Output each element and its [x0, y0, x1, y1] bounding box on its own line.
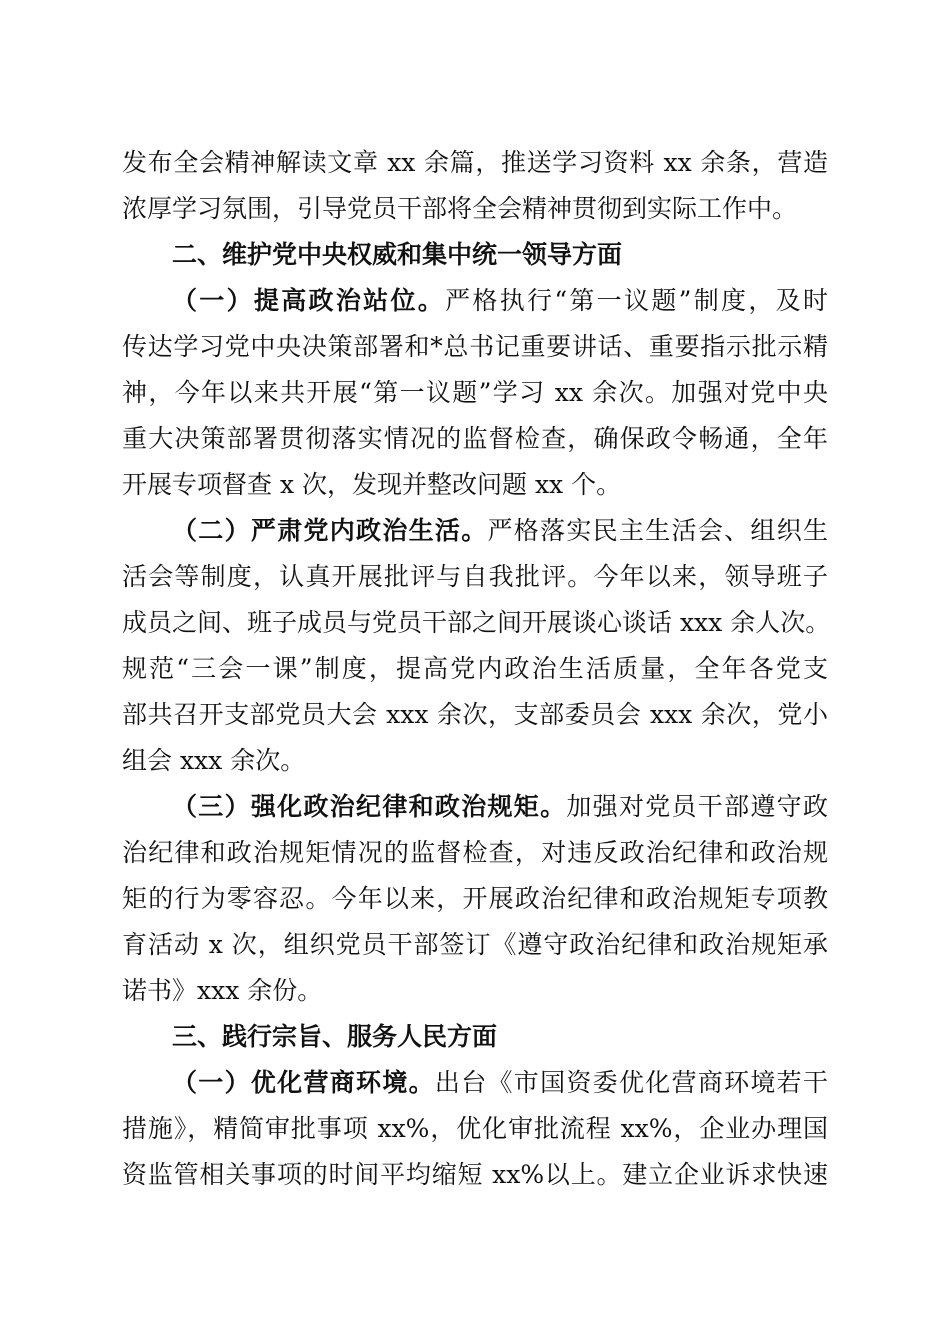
section-heading: 三、践行宗旨、服务人民方面	[172, 1022, 498, 1051]
subsection-title: （三）强化政治纪律和政治规矩。	[172, 792, 567, 821]
body-text-line: 措施》，精简审批事项 xx%，优化审批流程 xx%，企业办理国	[122, 1114, 828, 1143]
body-text: 严格落实民主生活会、组织生	[487, 516, 828, 545]
body-text-line: 部共召开支部党员大会 xxx 余次，支部委员会 xxx 余次，党小	[122, 700, 828, 729]
body-text-line: 传达学习党中央决策部署和*总书记重要讲话、重要指示批示精	[122, 332, 828, 361]
body-text-line: 活会等制度，认真开展批评与自我批评。今年以来，领导班子	[122, 562, 828, 591]
paragraph-first-line	[172, 286, 828, 316]
body-text-line: 资监管相关事项的时间平均缩短 xx%以上。建立企业诉求快速	[122, 1160, 828, 1189]
body-text-line: 组会 xxx 余次。	[122, 746, 306, 775]
subsection-title: （一）提高政治站位。	[172, 286, 446, 315]
section-heading: 二、维护党中央权威和集中统一领导方面	[172, 240, 623, 269]
body-text-line: 矩的行为零容忍。今年以来，开展政治纪律和政治规矩专项教	[122, 884, 828, 913]
body-text-line: 开展专项督查 x 次，发现并整改问题 xx 个。	[122, 470, 622, 499]
body-text-line: 诺书》xxx 余份。	[122, 976, 323, 1005]
body-text: 加强对党员干部遵守政	[566, 792, 828, 821]
subsection-title: （一）优化营商环境。	[172, 1068, 435, 1097]
body-text-line: 浓厚学习氛围，引导党员干部将全会精神贯彻到实际工作中。	[122, 194, 798, 223]
body-text-line: 重大决策部署贯彻落实情况的监督检查，确保政令畅通，全年	[122, 424, 828, 453]
body-text-line: 育活动 x 次，组织党员干部签订《遵守政治纪律和政治规矩承	[122, 930, 828, 959]
paragraph-first-line	[172, 516, 828, 546]
subsection-title: （二）严肃党内政治生活。	[172, 516, 488, 545]
body-text-line: 规范“三会一课”制度，提高党内政治生活质量，全年各党支	[122, 654, 828, 683]
body-text: 出台《市国资委优化营商环境若干	[434, 1068, 828, 1097]
body-text-line: 成员之间、班子成员与党员干部之间开展谈心谈话 xxx 余人次。	[122, 608, 831, 637]
body-text-line: 治纪律和政治规矩情况的监督检查，对违反政治纪律和政治规	[122, 838, 828, 867]
paragraph-first-line	[172, 1068, 828, 1098]
paragraph-first-line	[172, 792, 828, 822]
body-text-line: 发布全会精神解读文章 xx 余篇，推送学习资料 xx 余条，营造	[122, 148, 828, 177]
body-text-line: 神，今年以来共开展“第一议题”学习 xx 余次。加强对党中央	[122, 378, 828, 407]
body-text: 严格执行“第一议题”制度，及时	[445, 286, 828, 315]
